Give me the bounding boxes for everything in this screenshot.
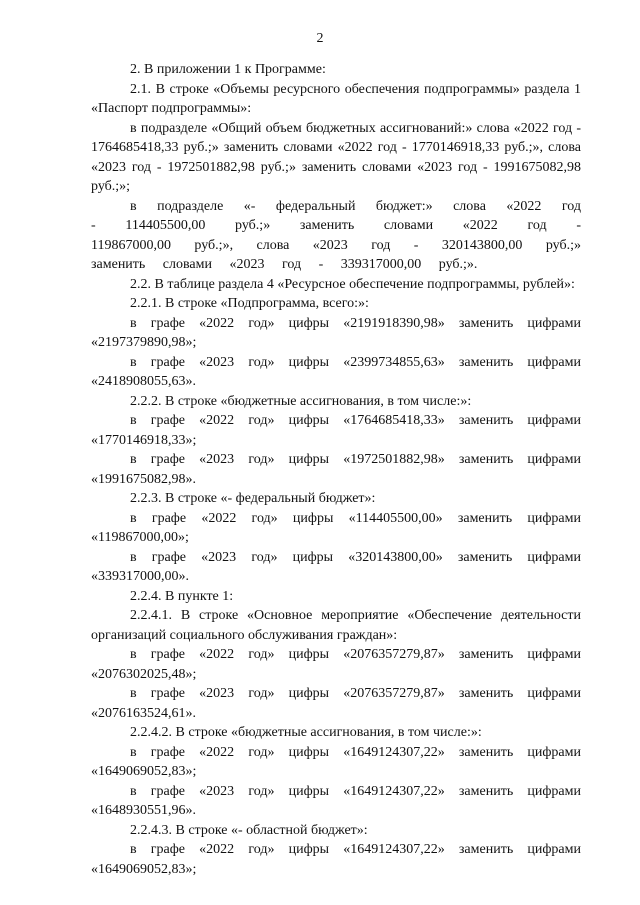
- paragraph-general-volume: в подразделе «Общий объем бюджетных ассигнований:» слова «2022 год - 1764685418,33 руб.;» заменить словами «2022 год - 1770146918,33 руб.;», слова «2023 год - 1972501882,98 руб.;» заменить словами «2023 год - 1991675082,98 руб.;»;: [91, 120, 581, 194]
- document-body: [91, 60, 581, 879]
- paragraph-2-2-1: 2.2.1. В строке «Подпрограмма, всего:»:: [130, 296, 369, 311]
- paragraph-2-2-4-1-2023: в графе «2023 год» цифры «2076357279,87» заменить цифрами «2076163524,61».: [91, 686, 581, 721]
- paragraph-2-1: 2.1. В строке «Объемы ресурсного обеспечения подпрограммы» раздела 1 «Паспорт подпрограммы»:: [91, 81, 581, 116]
- paragraph-2-2: 2.2. В таблице раздела 4 «Ресурсное обеспечение подпрограммы, рублей»:: [130, 276, 575, 292]
- paragraph-2-2-3: 2.2.3. В строке «- федеральный бюджет»:: [130, 491, 376, 506]
- paragraph-2-2-3-2023: в графе «2023 год» цифры «320143800,00» заменить цифрами «339317000,00».: [91, 549, 581, 584]
- paragraph-2-2-4: 2.2.4. В пункте 1:: [130, 588, 234, 604]
- paragraph-appendix-1: 2. В приложении 1 к Программе:: [130, 62, 326, 77]
- paragraph-2-2-2: 2.2.2. В строке «бюджетные ассигнования, в том числе:»:: [130, 393, 472, 409]
- paragraph-2-2-4-2-2023: в графе «2023 год» цифры «1649124307,22» заменить цифрами «1648930551,96».: [91, 783, 581, 818]
- paragraph-2-2-4-3: 2.2.4.3. В строке «- областной бюджет»:: [130, 822, 368, 838]
- page-number: 2: [316, 31, 324, 46]
- paragraph-2-2-4-1: 2.2.4.1. В строке «Основное мероприятие «Обеспечение деятельности организаций социального обслуживания граждан»:: [91, 608, 581, 643]
- paragraph-2-2-1-2022: в графе «2022 год» цифры «2191918390,98» заменить цифрами «2197379890,98»;: [91, 315, 581, 350]
- paragraph-2-2-1-2023: в графе «2023 год» цифры «2399734855,63» заменить цифрами «2418908055,63».: [91, 354, 581, 389]
- paragraph-2-2-3-2022: в графе «2022 год» цифры «114405500,00» заменить цифрами «119867000,00»;: [91, 510, 581, 545]
- paragraph-2-2-4-2-2022: в графе «2022 год» цифры «1649124307,22» заменить цифрами «1649069052,83»;: [91, 744, 581, 779]
- paragraph-2-2-4-2: 2.2.4.2. В строке «бюджетные ассигнования, в том числе:»:: [130, 725, 482, 740]
- paragraph-2-2-4-3-2022: в графе «2022 год» цифры «1649124307,22» заменить цифрами «1649069052,83»;: [91, 842, 581, 877]
- paragraph-2-2-2-2023: в графе «2023 год» цифры «1972501882,98» заменить цифрами «1991675082,98».: [91, 452, 581, 487]
- paragraph-federal-budget: в подразделе «- федеральный бюджет:» слова «2022 год - 114405500,00 руб.;» заменить словами «2022 год - 119867000,00 руб.;», слова «2023 год - 320143800,00 руб.;» заменить словами «2023 год - 339317000,00 руб.;».: [91, 198, 581, 272]
- paragraph-2-2-2-2022: в графе «2022 год» цифры «1764685418,33» заменить цифрами «1770146918,33»;: [91, 413, 581, 448]
- paragraph-2-2-4-1-2022: в графе «2022 год» цифры «2076357279,87» заменить цифрами «2076302025,48»;: [91, 647, 581, 682]
